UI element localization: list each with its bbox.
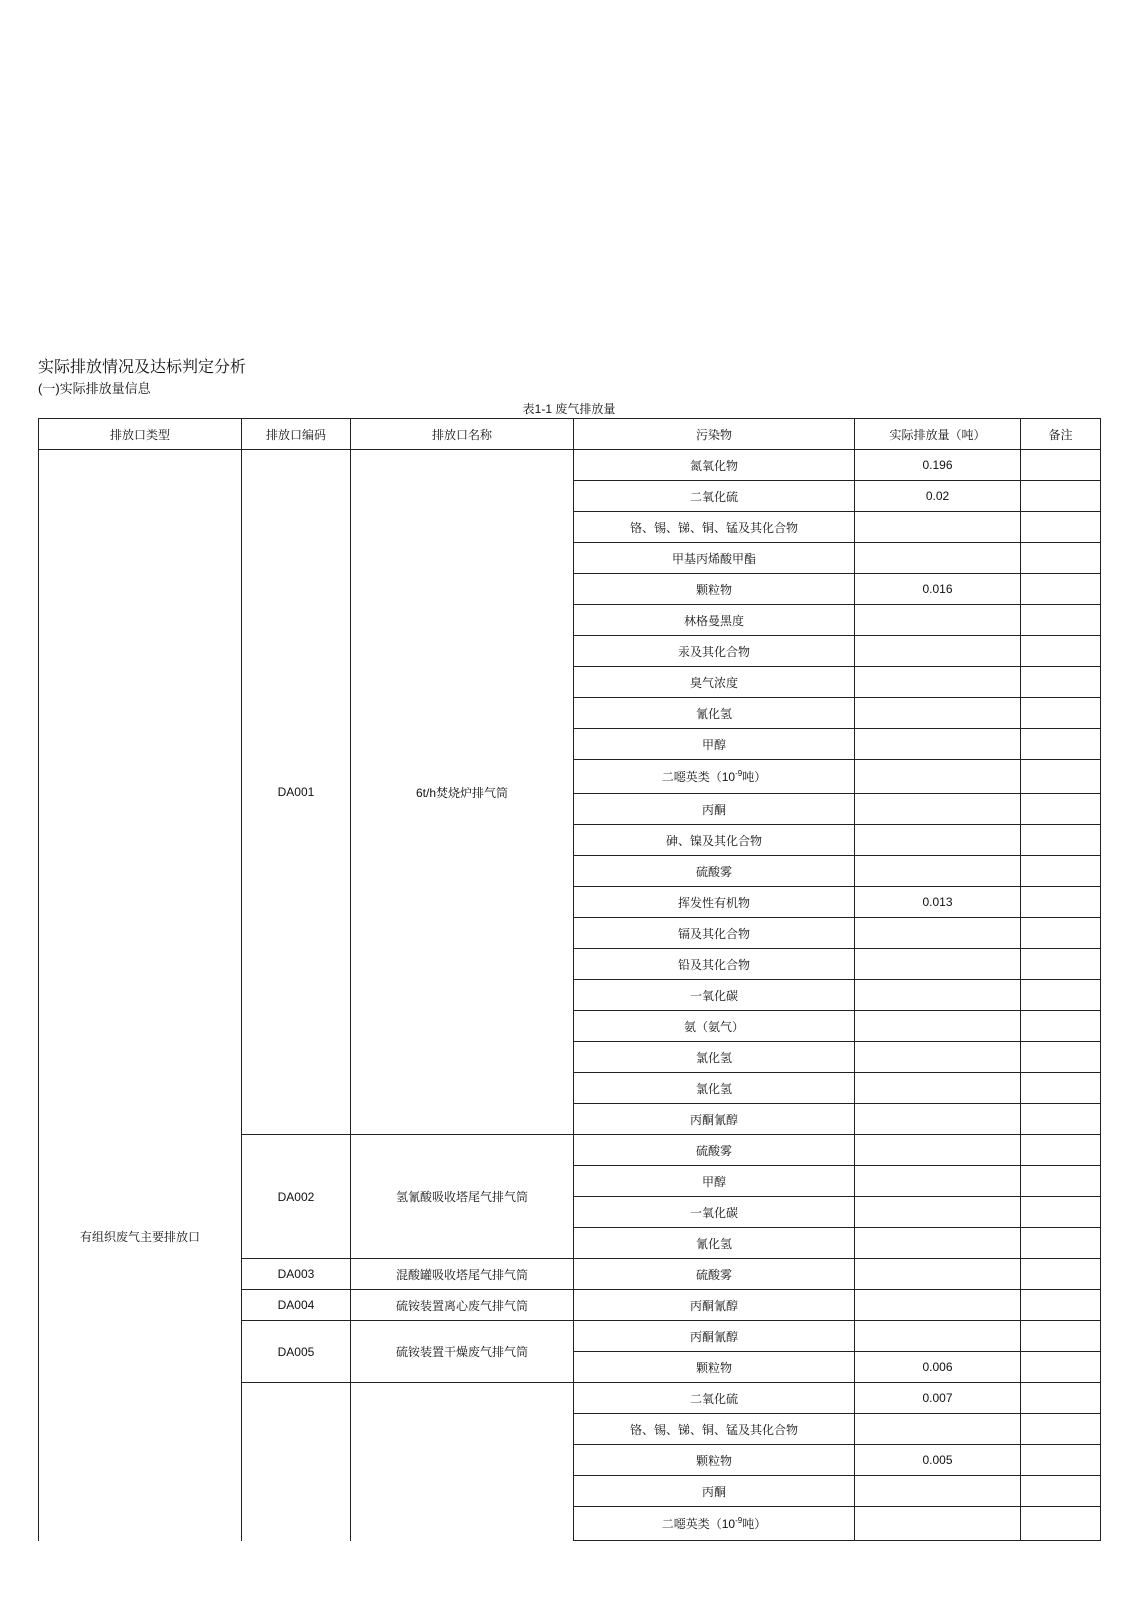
remark-cell bbox=[1021, 636, 1101, 667]
pollutant-cell: 二氧化硫 bbox=[574, 1383, 855, 1414]
header-amount: 实际排放量（吨） bbox=[855, 419, 1021, 450]
outlet-code-cell: DA001 bbox=[242, 450, 351, 1135]
amount-cell bbox=[855, 1197, 1021, 1228]
remark-cell bbox=[1021, 825, 1101, 856]
remark-cell bbox=[1021, 1104, 1101, 1135]
remark-cell bbox=[1021, 1228, 1101, 1259]
amount-cell bbox=[855, 1321, 1021, 1352]
pollutant-cell: 颗粒物 bbox=[574, 574, 855, 605]
remark-cell bbox=[1021, 605, 1101, 636]
pollutant-label: 二噁英类（10 bbox=[661, 770, 736, 784]
pollutant-unit-exponent: -9 bbox=[735, 1516, 743, 1525]
remark-cell bbox=[1021, 856, 1101, 887]
header-outlet-code: 排放口编码 bbox=[242, 419, 351, 450]
amount-cell bbox=[855, 825, 1021, 856]
header-outlet-name: 排放口名称 bbox=[351, 419, 574, 450]
remark-cell bbox=[1021, 1414, 1101, 1445]
amount-cell bbox=[855, 1135, 1021, 1166]
amount-cell bbox=[855, 512, 1021, 543]
pollutant-cell bbox=[574, 760, 855, 794]
outlet-name-cell: 6t/h焚烧炉排气筒 bbox=[351, 450, 574, 1135]
remark-cell bbox=[1021, 1042, 1101, 1073]
remark-cell bbox=[1021, 512, 1101, 543]
pollutant-cell: 丙酮氰醇 bbox=[574, 1321, 855, 1352]
section-heading: 实际排放情况及达标判定分析 bbox=[38, 359, 247, 376]
remark-cell bbox=[1021, 543, 1101, 574]
amount-cell bbox=[855, 1259, 1021, 1290]
amount-cell: 0.013 bbox=[855, 887, 1021, 918]
pollutant-cell: 甲醇 bbox=[574, 1166, 855, 1197]
remark-cell bbox=[1021, 760, 1101, 794]
pollutant-cell: 丙酮氰醇 bbox=[574, 1290, 855, 1321]
pollutant-cell: 硫酸雾 bbox=[574, 1135, 855, 1166]
remark-cell bbox=[1021, 1073, 1101, 1104]
table-row bbox=[39, 450, 1101, 481]
amount-cell bbox=[855, 1073, 1021, 1104]
outlet-name-cell bbox=[351, 1383, 574, 1541]
pollutant-cell: 铬、锡、锑、铜、锰及其化合物 bbox=[574, 512, 855, 543]
remark-cell bbox=[1021, 794, 1101, 825]
amount-cell bbox=[855, 856, 1021, 887]
amount-cell: 0.005 bbox=[855, 1445, 1021, 1476]
remark-cell bbox=[1021, 574, 1101, 605]
remark-cell bbox=[1021, 481, 1101, 512]
outlet-name-cell: 硫铵装置干燥废气排气筒 bbox=[351, 1321, 574, 1383]
pollutant-cell: 一氧化碳 bbox=[574, 1197, 855, 1228]
amount-cell bbox=[855, 1228, 1021, 1259]
pollutant-unit-tail: 吨） bbox=[742, 1517, 767, 1531]
amount-cell bbox=[855, 1414, 1021, 1445]
outlet-code-cell: DA005 bbox=[242, 1321, 351, 1383]
amount-cell bbox=[855, 794, 1021, 825]
remark-cell bbox=[1021, 1135, 1101, 1166]
pollutant-cell: 铬、锡、锑、铜、锰及其化合物 bbox=[574, 1414, 855, 1445]
pollutant-cell: 丙酮氰醇 bbox=[574, 1104, 855, 1135]
remark-cell bbox=[1021, 1321, 1101, 1352]
outlet-name-cell: 混酸罐吸收塔尾气排气筒 bbox=[351, 1259, 574, 1290]
pollutant-label: 二噁英类（10 bbox=[661, 1517, 736, 1531]
pollutant-cell bbox=[574, 1507, 855, 1541]
table-header-row bbox=[39, 419, 1101, 450]
pollutant-cell: 汞及其化合物 bbox=[574, 636, 855, 667]
pollutant-cell: 臭气浓度 bbox=[574, 667, 855, 698]
amount-cell bbox=[855, 949, 1021, 980]
pollutant-cell: 二氧化硫 bbox=[574, 481, 855, 512]
remark-cell bbox=[1021, 1290, 1101, 1321]
amount-cell bbox=[855, 1011, 1021, 1042]
amount-cell bbox=[855, 698, 1021, 729]
amount-cell: 0.02 bbox=[855, 481, 1021, 512]
remark-cell bbox=[1021, 1259, 1101, 1290]
header-remark: 备注 bbox=[1021, 419, 1101, 450]
remark-cell bbox=[1021, 1011, 1101, 1042]
amount-cell bbox=[855, 1476, 1021, 1507]
pollutant-cell: 氮氧化物 bbox=[574, 450, 855, 481]
pollutant-cell: 甲醇 bbox=[574, 729, 855, 760]
amount-cell bbox=[855, 980, 1021, 1011]
remark-cell bbox=[1021, 667, 1101, 698]
amount-cell: 0.007 bbox=[855, 1383, 1021, 1414]
pollutant-cell: 氨（氨气） bbox=[574, 1011, 855, 1042]
amount-cell bbox=[855, 1507, 1021, 1541]
pollutant-cell: 挥发性有机物 bbox=[574, 887, 855, 918]
pollutant-cell: 颗粒物 bbox=[574, 1352, 855, 1383]
section-subheading: (一)实际排放量信息 bbox=[38, 381, 151, 396]
remark-cell bbox=[1021, 980, 1101, 1011]
remark-cell bbox=[1021, 1352, 1101, 1383]
amount-cell bbox=[855, 1290, 1021, 1321]
remark-cell bbox=[1021, 698, 1101, 729]
pollutant-unit-exponent: -9 bbox=[735, 769, 743, 778]
remark-cell bbox=[1021, 1476, 1101, 1507]
pollutant-cell: 氯化氢 bbox=[574, 1042, 855, 1073]
amount-cell bbox=[855, 1042, 1021, 1073]
pollutant-cell: 颗粒物 bbox=[574, 1445, 855, 1476]
remark-cell bbox=[1021, 918, 1101, 949]
pollutant-unit-tail: 吨） bbox=[742, 770, 767, 784]
pollutant-cell: 硫酸雾 bbox=[574, 856, 855, 887]
remark-cell bbox=[1021, 1197, 1101, 1228]
table-caption: 表1-1 废气排放量 bbox=[522, 402, 616, 416]
pollutant-cell: 砷、镍及其化合物 bbox=[574, 825, 855, 856]
remark-cell bbox=[1021, 729, 1101, 760]
remark-cell bbox=[1021, 1445, 1101, 1476]
amount-cell: 0.016 bbox=[855, 574, 1021, 605]
amount-cell bbox=[855, 918, 1021, 949]
table-body bbox=[39, 450, 1101, 1541]
amount-cell bbox=[855, 667, 1021, 698]
header-pollutant: 污染物 bbox=[574, 419, 855, 450]
pollutant-cell: 镉及其化合物 bbox=[574, 918, 855, 949]
pollutant-cell: 甲基丙烯酸甲酯 bbox=[574, 543, 855, 574]
pollutant-cell: 氰化氢 bbox=[574, 1228, 855, 1259]
outlet-code-cell bbox=[242, 1383, 351, 1541]
remark-cell bbox=[1021, 1383, 1101, 1414]
pollutant-cell: 丙酮 bbox=[574, 794, 855, 825]
remark-cell bbox=[1021, 1166, 1101, 1197]
pollutant-cell: 氰化氢 bbox=[574, 698, 855, 729]
remark-cell bbox=[1021, 450, 1101, 481]
outlet-code-cell: DA004 bbox=[242, 1290, 351, 1321]
amount-cell bbox=[855, 636, 1021, 667]
pollutant-cell: 一氧化碳 bbox=[574, 980, 855, 1011]
amount-cell bbox=[855, 605, 1021, 636]
remark-cell bbox=[1021, 949, 1101, 980]
pollutant-cell: 硫酸雾 bbox=[574, 1259, 855, 1290]
outlet-type-cell: 有组织废气主要排放口 bbox=[39, 450, 242, 1541]
amount-cell bbox=[855, 1104, 1021, 1135]
pollutant-cell: 氯化氢 bbox=[574, 1073, 855, 1104]
outlet-code-cell: DA002 bbox=[242, 1135, 351, 1259]
outlet-name-cell: 硫铵装置离心废气排气筒 bbox=[351, 1290, 574, 1321]
pollutant-cell: 丙酮 bbox=[574, 1476, 855, 1507]
emission-table bbox=[38, 418, 1101, 1541]
amount-cell bbox=[855, 729, 1021, 760]
pollutant-cell: 铅及其化合物 bbox=[574, 949, 855, 980]
amount-cell bbox=[855, 1166, 1021, 1197]
remark-cell bbox=[1021, 887, 1101, 918]
pollutant-cell: 林格曼黑度 bbox=[574, 605, 855, 636]
document bbox=[38, 358, 1100, 1541]
remark-cell bbox=[1021, 1507, 1101, 1541]
header-outlet-type: 排放口类型 bbox=[39, 419, 242, 450]
amount-cell: 0.006 bbox=[855, 1352, 1021, 1383]
outlet-name-cell: 氢氰酸吸收塔尾气排气筒 bbox=[351, 1135, 574, 1259]
outlet-code-cell: DA003 bbox=[242, 1259, 351, 1290]
amount-cell: 0.196 bbox=[855, 450, 1021, 481]
amount-cell bbox=[855, 543, 1021, 574]
amount-cell bbox=[855, 760, 1021, 794]
